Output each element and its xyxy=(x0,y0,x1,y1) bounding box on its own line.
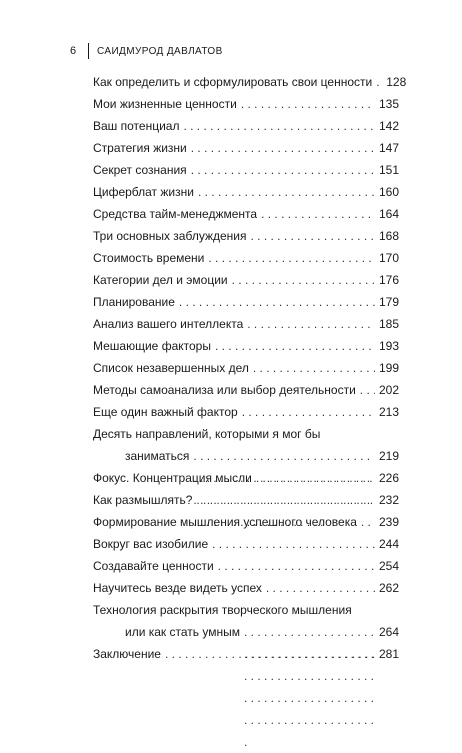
toc-entry-title: Три основных заблуждения xyxy=(93,229,247,243)
toc-entry xyxy=(93,357,399,379)
dot-leader xyxy=(253,357,375,379)
toc-entry-title-continued: заниматься xyxy=(125,449,190,463)
toc-entry-title-continued: или как стать умным xyxy=(125,625,240,639)
dot-leader xyxy=(266,577,375,599)
dot-leader xyxy=(191,159,375,181)
toc-entry-page: 179 xyxy=(378,295,399,309)
toc-entry xyxy=(93,511,399,533)
toc-entry-title: Стратегия жизни xyxy=(93,141,187,155)
toc-entry xyxy=(93,423,399,467)
toc-entry-page: 202 xyxy=(378,383,399,397)
toc-entry-page: 168 xyxy=(378,229,399,243)
dot-leader xyxy=(165,643,375,665)
toc-entry xyxy=(93,313,399,335)
toc-entry-title: Десять направлений, которыми я мог бы xyxy=(93,427,321,441)
toc-entry-page: 239 xyxy=(378,515,399,529)
toc-entry-title: Средства тайм-менеджмента xyxy=(93,207,258,221)
toc-entry-page: 262 xyxy=(378,581,399,595)
toc-entry xyxy=(93,533,399,555)
toc-entry-page: 128 xyxy=(386,75,407,89)
dot-leader xyxy=(361,511,375,533)
toc-entry-title: Еще один важный фактор xyxy=(93,405,238,419)
dot-leader xyxy=(215,335,375,357)
toc-entry xyxy=(93,643,399,665)
toc-entry-title: Формирование мышления успешного человека xyxy=(93,515,357,529)
toc-entry-page: 226 xyxy=(378,471,399,485)
toc-entry-title: Мои жизненные ценности xyxy=(93,97,237,111)
toc-entry-page: 264 xyxy=(378,625,399,639)
toc-entry xyxy=(93,181,399,203)
toc-entry-page: 170 xyxy=(378,251,399,265)
running-header xyxy=(70,43,223,59)
toc-entry-page: 244 xyxy=(378,537,399,551)
toc-entry-title: Категории дел и эмоции xyxy=(93,273,228,287)
toc-entry-title: Заключение xyxy=(93,647,161,661)
dot-leader xyxy=(208,247,375,269)
toc-entry xyxy=(93,225,399,247)
dot-leader xyxy=(179,291,375,313)
dot-leader xyxy=(212,533,375,555)
toc-entry xyxy=(93,335,399,357)
page-number: 6 xyxy=(70,45,77,57)
dot-leader xyxy=(241,93,375,115)
toc-entry xyxy=(93,159,399,181)
toc-entry-page: 151 xyxy=(378,163,399,177)
toc-entry xyxy=(93,467,399,489)
toc-entry-title: Циферблат жизни xyxy=(93,185,194,199)
toc-entry-title: Секрет сознания xyxy=(93,163,187,177)
toc-entry xyxy=(93,599,399,643)
toc-entry xyxy=(93,401,399,423)
toc-entry-title: Планирование xyxy=(93,295,175,309)
toc-entry xyxy=(93,71,407,93)
toc-entry-title: Мешающие факторы xyxy=(93,339,211,353)
dot-leader xyxy=(247,313,375,335)
toc-entry-page: 142 xyxy=(378,119,399,133)
toc-entry-title: Научитесь везде видеть успех xyxy=(93,581,262,595)
toc-entry xyxy=(93,115,399,137)
dot-leader xyxy=(198,181,375,203)
toc-entry-title: Фокус. Концентрация мысли xyxy=(93,471,252,485)
toc-entry xyxy=(93,203,399,225)
toc-entry xyxy=(93,489,399,511)
toc-entry-page: 219 xyxy=(378,449,399,463)
dot-leader xyxy=(261,203,375,225)
dot-leader xyxy=(232,269,375,291)
dot-leader xyxy=(191,137,375,159)
toc-entry-page: 185 xyxy=(378,317,399,331)
toc-entry xyxy=(93,379,399,401)
toc-entry-page: 193 xyxy=(378,339,399,353)
dot-leader xyxy=(244,621,375,753)
dot-leader xyxy=(183,115,375,137)
toc-entry-title: Создавайте ценности xyxy=(93,559,214,573)
toc-entry-page: 213 xyxy=(378,405,399,419)
toc-entry-page: 135 xyxy=(378,97,399,111)
toc-entry-page: 164 xyxy=(378,207,399,221)
toc-entry xyxy=(93,577,399,599)
toc-entry xyxy=(93,93,399,115)
dot-leader xyxy=(196,489,375,511)
toc-entry-title: Технология раскрытия творческого мышления xyxy=(93,603,352,617)
toc-entry xyxy=(93,269,399,291)
table-of-contents xyxy=(93,71,407,665)
toc-entry-page: 254 xyxy=(378,559,399,573)
toc-entry-page: 160 xyxy=(378,185,399,199)
toc-entry xyxy=(93,291,399,313)
toc-entry-title: Стоимость времени xyxy=(93,251,205,265)
toc-entry-title: Список незавершенных дел xyxy=(93,361,249,375)
toc-entry-title: Вокруг вас изобилие xyxy=(93,537,209,551)
toc-entry-page: 232 xyxy=(378,493,399,507)
dot-leader xyxy=(360,379,375,401)
toc-entry-title: Как определить и сформулировать свои ценности xyxy=(93,75,373,89)
toc-entry-page: 176 xyxy=(378,273,399,287)
dot-leader xyxy=(242,401,375,423)
toc-entry-title: Анализ вашего интеллекта xyxy=(93,317,244,331)
running-head-author: САИДМУРОД ДАВЛАТОВ xyxy=(97,45,223,57)
dot-leader xyxy=(218,555,375,577)
toc-entry-page: 281 xyxy=(378,647,399,661)
toc-entry-title: Методы самоанализа или выбор деятельности xyxy=(93,383,356,397)
toc-entry-page: 147 xyxy=(378,141,399,155)
toc-entry-title: Ваш потенциал xyxy=(93,119,180,133)
dot-leader xyxy=(250,225,374,247)
toc-entry-title: Как размышлять? xyxy=(93,493,193,507)
toc-entry xyxy=(93,555,399,577)
toc-entry xyxy=(93,137,399,159)
dot-leader xyxy=(256,467,375,489)
toc-entry xyxy=(93,247,399,269)
toc-entry-page: 199 xyxy=(378,361,399,375)
header-divider xyxy=(88,43,89,59)
